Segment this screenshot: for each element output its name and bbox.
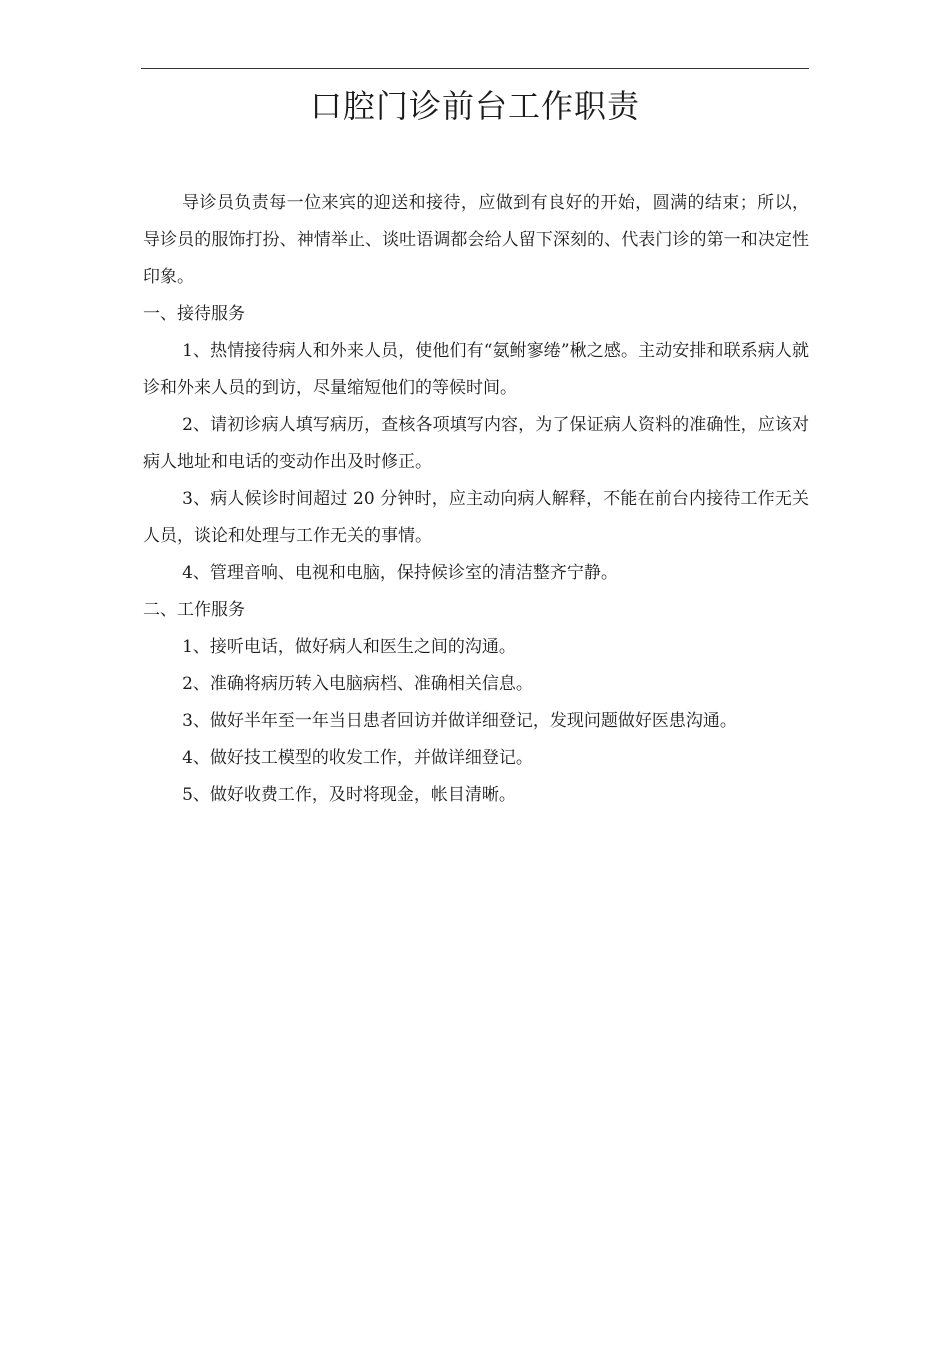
list-item: 3、病人候诊时间超过 20 分钟时，应主动向病人解释，不能在前台内接待工作无关人员，谈论和处理与工作无关的事情。 (143, 489, 809, 546)
list-item: 3、做好半年至一年当日患者回访并做详细登记，发现问题做好医患沟通。 (182, 711, 737, 731)
list-item: 1、接听电话，做好病人和医生之间的沟通。 (182, 637, 516, 657)
list-item: 5、做好收费工作，及时将现金，帐目清晰。 (182, 785, 516, 805)
document-body (143, 185, 809, 814)
list-item: 2、请初诊病人填写病历，查核各项填写内容，为了保证病人资料的准确性，应该对病人地址和电话的变动作出及时修正。 (143, 415, 809, 472)
list-item: 1、热情接待病人和外来人员，使他们有“氨鲋寥绻”楸之感。主动安排和联系病人就诊和外来人员的到访，尽量缩短他们的等候时间。 (143, 341, 809, 398)
list-item: 4、管理音响、电视和电脑，保持候诊室的清洁整齐宁静。 (182, 563, 618, 583)
header-rule (141, 68, 809, 69)
document-title: 口腔门诊前台工作职责 (309, 87, 640, 125)
intro-paragraph: 导诊员负责每一位来宾的迎送和接待，应做到有良好的开始，圆满的结束；所以，导诊员的服饰打扮、神情举止、谈吐语调都会给人留下深刻的、代表门诊的第一和决定性印象。 (143, 193, 809, 287)
section-heading: 二、工作服务 (143, 600, 245, 620)
section-heading: 一、接待服务 (143, 304, 245, 324)
list-item: 4、做好技工模型的收发工作，并做详细登记。 (182, 748, 533, 768)
list-item: 2、准确将病历转入电脑病档、准确相关信息。 (182, 674, 533, 694)
